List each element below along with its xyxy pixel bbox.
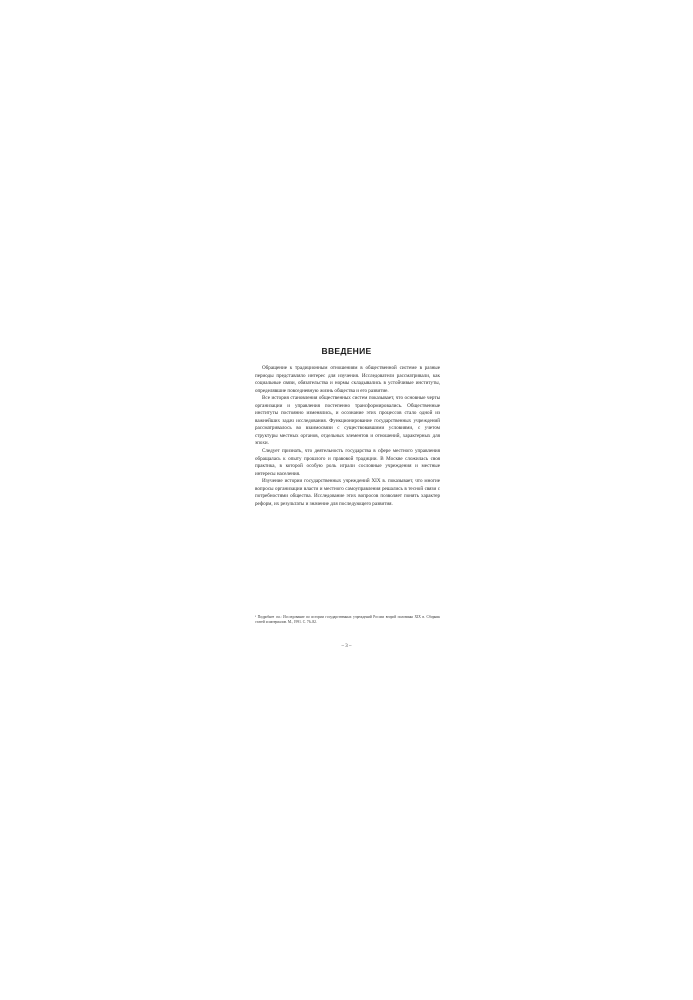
chapter-heading: ВВЕДЕНИЕ: [321, 346, 372, 356]
page-number: – 3 –: [341, 644, 352, 649]
paragraph-3: Следует признать, что деятельность государства в сфере местного управления обращалась к опыту прошлого и правовой традиции. В Москве сложилась своя практика, в которой особую роль играли сословные учреждения и местные интересы населения.: [255, 448, 440, 477]
paragraph-1: Обращение к традиционным отношениям в общественной системе в разные периоды представляло интерес для изучения. Исследователи рассматривали, как социальные связи, обязательства и нормы складывались в устойчивые институты, определявшие повседневную жизнь общества и его развитие.: [255, 365, 440, 394]
footnote-area: [255, 615, 440, 626]
paragraph-4: Изучение истории государственных учреждений XIX в. показывает, что многие вопросы организации власти и местного самоуправления решались в тесной связи с потребностями общества. Исследование этих вопросов позволяет понять характер реформ, их результаты и значение для последующего развития.: [255, 478, 440, 507]
footnote: ¹ Подробнее см.: Исследование по истории государственных учреждений России второй половины XIX в. Сборник статей и материалов. М., 1991. С. 76–82.: [255, 615, 440, 625]
body-text: [255, 365, 440, 508]
paragraph-2: Все история становления общественных систем показывает, что основные черты организации и управления постепенно трансформировались. Общественные институты постоянно изменялись, и осознание этих процессов стало одной из важнейших задач исследования. Функционирование государственных учреждений рассматривалось во взаимосвязи с существовавшими условиями, с учетом структуры местных органов, отдельных элементов и отношений, характерных для эпохи.: [255, 395, 440, 447]
